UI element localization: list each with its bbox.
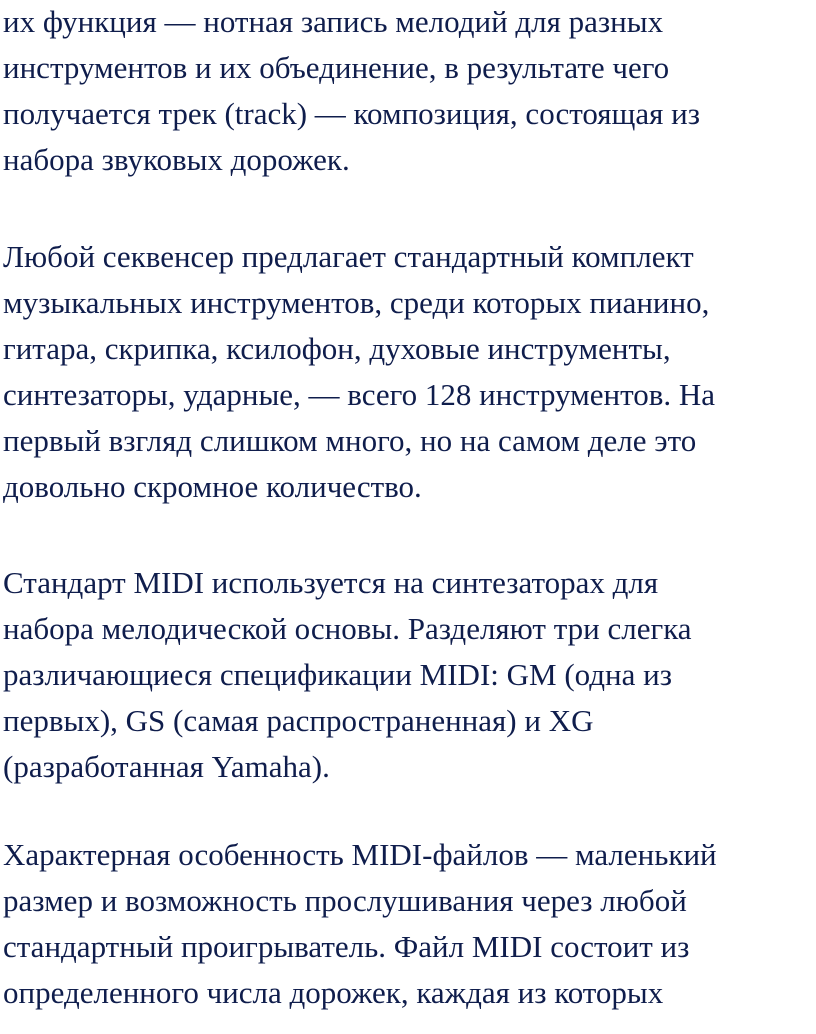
paragraph-midi-files: [3, 832, 717, 1016]
text-line: первый взгляд слишком много, но на самом деле это: [3, 423, 697, 458]
text-line: первых), GS (самая распространенная) и XG: [3, 703, 594, 738]
text-line: набора мелодической основы. Разделяют три слегка: [3, 611, 692, 646]
paragraph-instruments: [3, 234, 715, 510]
text-line: довольно скромное количество.: [3, 469, 422, 504]
text-line: инструментов и их объединение, в результате чего: [3, 50, 670, 85]
paragraph-midi-standard: [3, 560, 692, 790]
text-line: Любой секвенсер предлагает стандартный комплект: [3, 239, 694, 274]
text-line: Стандарт MIDI используется на синтезаторах для: [3, 565, 659, 600]
text-line: получается трек (track) — композиция, состоящая из: [3, 96, 701, 131]
text-line: определенного числа дорожек, каждая из которых: [3, 975, 664, 1010]
text-line: гитара, скрипка, ксилофон, духовые инструменты,: [3, 331, 671, 366]
text-line: набора звуковых дорожек.: [3, 142, 350, 177]
text-line: синтезаторы, ударные, — всего 128 инструментов. На: [3, 377, 716, 412]
text-line: (разработанная Yamaha).: [3, 749, 330, 784]
text-line: различающиеся спецификации MIDI: GM (одна из: [3, 657, 672, 692]
text-line: Характерная особенность MIDI-файлов — маленький: [3, 837, 717, 872]
text-line: стандартный проигрыватель. Файл MIDI состоит из: [3, 929, 690, 964]
paragraph-sequencer-function: [3, 0, 700, 183]
text-line: размер и возможность прослушивания через любой: [3, 883, 687, 918]
text-line: музыкальных инструментов, среди которых пианино,: [3, 285, 710, 320]
text-line: их функция — нотная запись мелодий для разных: [3, 4, 664, 39]
